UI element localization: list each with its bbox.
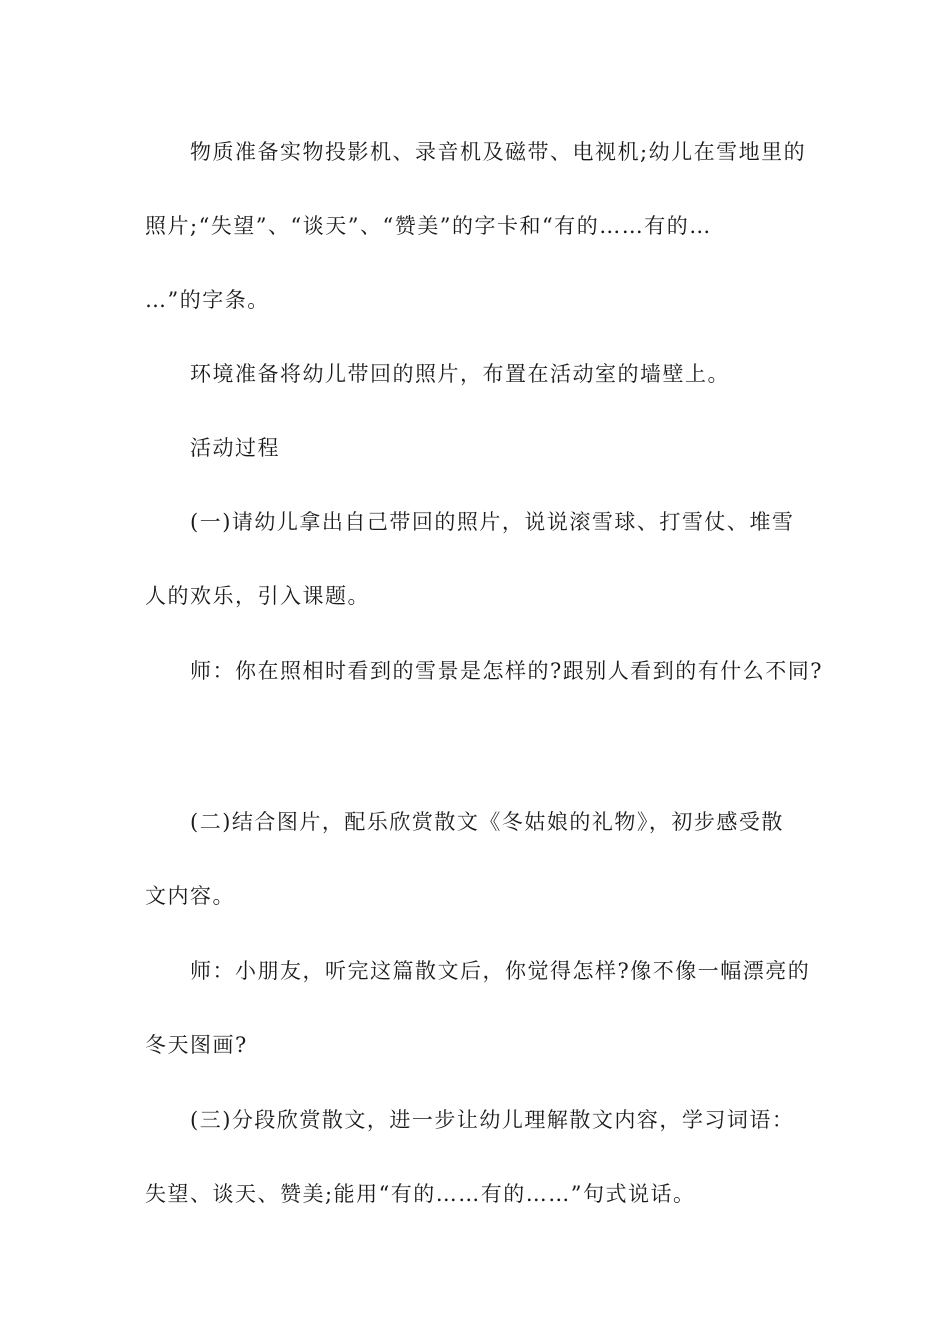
teacher-question-2-line-2: 冬天图画? [145,1033,248,1057]
paragraph-2-line-1: 环境准备将幼儿带回的照片，布置在活动室的墙壁上。 [190,362,730,386]
paragraph-1-line-2: 照片;“失望”、“谈天”、“赞美”的字卡和“有的……有的… [145,214,712,238]
step-3-line-1: (三)分段欣赏散文，进一步让幼儿理解散文内容，学习词语： [190,1108,795,1132]
step-2-line-2: 文内容。 [145,884,235,908]
teacher-question-2-line-1: 师：小朋友，听完这篇散文后，你觉得怎样?像不像一幅漂亮的 [190,959,811,983]
step-1-line-2: 人的欢乐，引入课题。 [145,584,370,608]
paragraph-1-line-1: 物质准备实物投影机、录音机及磁带、电视机;幼儿在雪地里的 [190,140,807,164]
teacher-question-1: 师：你在照相时看到的雪景是怎样的?跟别人看到的有什么不同? [190,659,824,683]
step-1-line-1: (一)请幼儿拿出自己带回的照片，说说滚雪球、打雪仗、堆雪 [190,510,795,534]
paragraph-1-line-3: …”的字条。 [145,288,270,312]
step-3-line-2: 失望、谈天、赞美;能用“有的……有的……”句式说话。 [145,1182,696,1206]
step-2-line-1: (二)结合图片，配乐欣赏散文《冬姑娘的礼物》，初步感受散 [190,810,784,834]
section-heading: 活动过程 [190,436,280,460]
